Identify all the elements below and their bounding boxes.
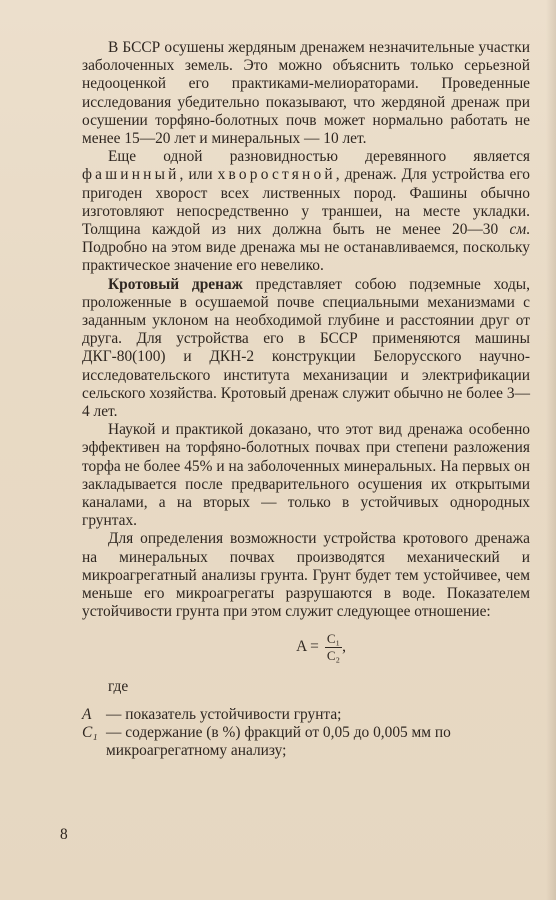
paragraph-drainage-bssr: В БССР осушены жердяным дренажем незначительные участки заболоченных земель. Это можно объяснить только серьезной недооценкой его практиками-мелиораторами. Проведенные исследования убедительно показывают, что жердяной дренаж при осушении торфяно-болотных почв может нормально работать не менее 15—20 лет и минеральных — 10 лет. xyxy=(82,39,530,148)
formula-numerator: C₁ xyxy=(326,631,341,646)
paragraph-mole-drainage xyxy=(82,276,530,422)
formula-fraction xyxy=(325,632,342,663)
page-body xyxy=(82,39,530,760)
stability-formula xyxy=(82,628,530,668)
unit-cm: см xyxy=(509,221,527,239)
page-edge-shadow xyxy=(546,0,556,900)
term-fascine: фашинный xyxy=(82,166,180,184)
p2-mid: , или xyxy=(179,166,218,184)
p2-before: Еще одной разновидностью деревянного является xyxy=(108,148,530,166)
p2-after: , дренаж. Для устройства его пригоден хворост всех лиственных пород. Фашины обычно изготовляют непосредственно у траншеи, на месте укладки. Толщина каждой из них должна быть не менее 20—30 xyxy=(82,166,530,239)
definition-text: — содержание (в %) фракций от 0,05 до 0,005 мм по микроагрегатному анализу; xyxy=(106,723,451,760)
term-brushwood: хворостяной xyxy=(217,166,336,184)
where-label: где xyxy=(108,677,129,695)
p3-text: представляет собою подземные ходы, проложенные в осушаемой почве специальными механизмами с заданным уклоном на необходимой глубине и расстоянии друг от друга. Для устройства его в БССР применяются машины ДКГ-80(100) и ДКН-2 конструкции Белорусского научно-исследовательского института механизации и электрификации сельского хозяйства. Кротовый дренаж служит обычно не более 3—4 лет. xyxy=(82,275,530,421)
paragraph-fascine-drainage xyxy=(82,148,530,275)
definition-item xyxy=(82,706,530,724)
definitions-list xyxy=(82,706,530,761)
definition-text: — показатель устойчивости грунта; xyxy=(106,705,342,723)
p2-end: . Подробно на этом виде дренажа мы не останавливаемся, поскольку практическое значение его невелико. xyxy=(82,221,530,275)
page-number: 8 xyxy=(60,826,68,843)
formula-trail: , xyxy=(342,638,346,656)
paragraph-soil-analysis: Для определения возможности устройства кротового дренажа на минеральных почвах производятся механический и микроагрегатный анализы грунта. Грунт будет тем устойчивее, чем меньше его микроагрегаты разрушаются в воде. Показателем устойчивости грунта при этом служит следующее отношение: xyxy=(82,530,530,621)
definition-symbol: C₁ xyxy=(82,723,98,741)
formula-lhs: A = xyxy=(296,638,319,656)
definition-symbol: A xyxy=(82,705,92,723)
definition-item xyxy=(82,724,530,760)
term-mole-drainage: Кротовый дренаж xyxy=(108,275,243,293)
paragraph-effectiveness: Наукой и практикой доказано, что этот вид дренажа особенно эффективен на торфяно-болотных почвах при степени разложения торфа не более 45% и на заболоченных минеральных. На первых он закладывается после предварительного осушения их открытыми каналами, а на вторых — только в устойчивых однородных грунтах. xyxy=(82,421,530,530)
formula-denominator: C₂ xyxy=(326,648,341,663)
